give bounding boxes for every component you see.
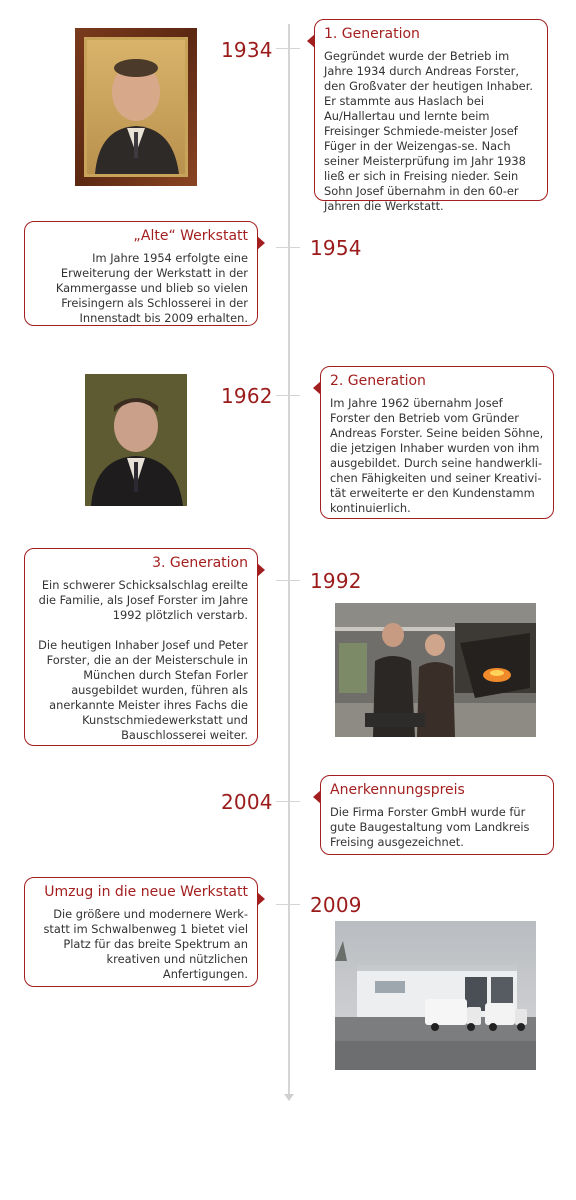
timeline-card-1954	[24, 221, 258, 326]
timeline-end-arrow	[284, 1094, 294, 1101]
card-text: Im Jahre 1954 erfolgte eine Erweiterung der Werkstatt in der Kammergasse und blieb so vielen Freisingern als Schlosserei in der Innenstadt bis 2009 erhalten.	[55, 251, 248, 325]
timeline-card-1992	[24, 548, 258, 746]
card-title: Umzug in die neue Werkstatt	[44, 884, 248, 900]
card-text: Die heutigen Inhaber Josef und Peter Forster, die an der Meisterschule in München durch Stefan Forler ausgebildet wurden, führen als anerkannte Meister ihres Fachs die Kunstschmiedewerkstatt und Bauschlosserei weiter.	[38, 638, 248, 742]
photo-josef-forster-portrait	[85, 374, 187, 506]
year-label: 1992	[310, 569, 362, 593]
year-tick	[276, 395, 300, 396]
card-title: 2. Generation	[330, 373, 426, 389]
timeline-card-2009	[24, 877, 258, 987]
photo-andreas-forster-portrait	[75, 28, 197, 186]
year-tick	[276, 904, 300, 905]
year-tick	[276, 48, 300, 49]
year-tick	[276, 801, 300, 802]
year-label: 2009	[310, 893, 362, 917]
card-text: Gegründet wurde der Betrieb im Jahre 1934 durch Andreas Forster, den Großvater der heutigen Inhaber. Er stammte aus Haslach bei Au/Hallertau und lernte beim Freisinger Schmiede-meister Josef Füger in der Weizengas-se. Nach seiner Meisterprüfung im Jahr 1938 ließ er sich in Freising nieder. Sein Sohn Josef übernahm in den 60-er Jahren die Werkstatt.	[324, 49, 533, 213]
timeline-axis	[288, 24, 290, 1096]
card-title: 3. Generation	[152, 555, 248, 571]
year-label: 1954	[310, 236, 362, 260]
year-tick	[276, 580, 300, 581]
card-text: Im Jahre 1962 übernahm Josef Forster den Betrieb vom Gründer Andreas Forster. Seine beiden Söhne, die jetzigen Inhaber wurden von ihm ausgebildet. Durch seine handwerkli-chen Fähigkeiten und seiner Kreativi-tät erweiterte er den Kundenstamm kontinuierlich.	[330, 396, 544, 515]
year-tick	[276, 247, 300, 248]
card-text: Ein schwerer Schicksalschlag ereilte die Familie, als Josef Forster im Jahre 1992 plötzlich verstarb.	[38, 578, 248, 622]
card-text: Die Firma Forster GmbH wurde für gute Baugestaltung vom Landkreis Freising ausgezeichnet.	[330, 805, 530, 849]
year-label: 1962	[221, 384, 273, 408]
year-label: 2004	[221, 790, 273, 814]
photo-workshop-forge	[335, 603, 536, 737]
photo-new-workshop-building	[335, 921, 536, 1070]
card-text: Die größere und modernere Werk-statt im Schwalbenweg 1 bietet viel Platz für das breite Spektrum an kreativen und nützlichen Anfertigungen.	[43, 907, 248, 981]
timeline-card-2004	[320, 775, 554, 855]
card-title: Anerkennungspreis	[330, 782, 465, 798]
card-text-block	[34, 578, 248, 743]
timeline-card-1962	[320, 366, 554, 519]
year-label: 1934	[221, 38, 273, 62]
card-title: 1. Generation	[324, 26, 420, 42]
card-title: „Alte“ Werkstatt	[133, 228, 248, 244]
timeline-card-1934	[314, 19, 548, 213]
